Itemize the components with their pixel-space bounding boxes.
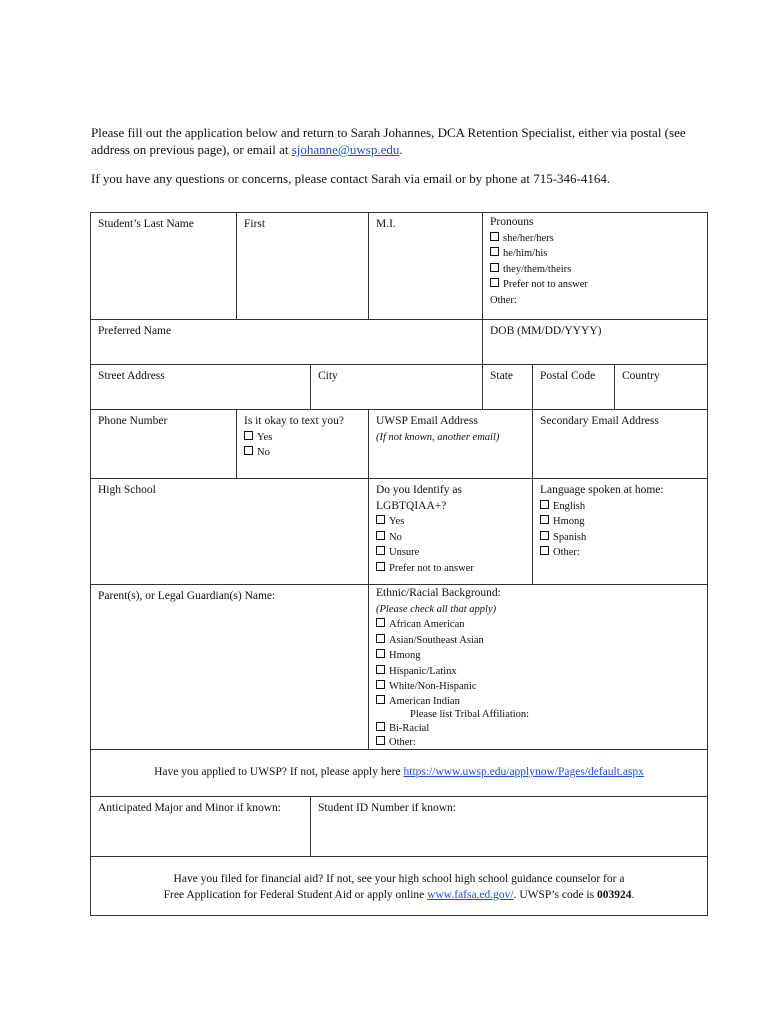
middle-initial-field[interactable] <box>368 212 483 320</box>
option-label: Yes <box>389 516 405 527</box>
student-id-field[interactable] <box>310 796 708 857</box>
lgbtq-option-prefer-not[interactable] <box>376 561 525 577</box>
dob-label: DOB (MM/DD/YYYY) <box>490 325 602 337</box>
language-option-english[interactable] <box>540 499 700 515</box>
postal-code-field[interactable] <box>532 364 615 410</box>
pronoun-other-label[interactable]: Other: <box>490 294 517 306</box>
ethnic-option-asian[interactable] <box>376 633 700 649</box>
option-label: Spanish <box>553 531 587 543</box>
option-label: Hmong <box>553 516 585 527</box>
option-label: Hmong <box>389 650 421 661</box>
guardian-name-label: Parent(s), or Legal Guardian(s) Name: <box>98 590 276 602</box>
intro-period: . <box>399 142 403 157</box>
ethnic-option-hispanic[interactable] <box>376 664 700 680</box>
last-name-label: Student’s Last Name <box>98 218 194 230</box>
checkbox-icon[interactable] <box>376 649 385 658</box>
checkbox-icon[interactable] <box>490 232 499 241</box>
option-label: Hispanic/Latinx <box>389 665 457 677</box>
language-option-spanish[interactable] <box>540 530 700 546</box>
language-option-other[interactable] <box>540 545 700 561</box>
lgbtq-label: Do you Identify as LGBTQIAA+? <box>376 484 462 512</box>
pronoun-option-they[interactable] <box>490 262 700 278</box>
option-label: White/Non-Hispanic <box>389 681 477 692</box>
ethnic-label: Ethnic/Racial Background: <box>376 587 501 599</box>
high-school-label: High School <box>98 484 156 496</box>
checkbox-icon[interactable] <box>376 722 385 731</box>
checkbox-icon[interactable] <box>376 695 385 704</box>
preferred-name-label: Preferred Name <box>98 325 172 337</box>
uwsp-email-field[interactable] <box>368 409 533 479</box>
checkbox-icon[interactable] <box>540 500 549 509</box>
city-field[interactable] <box>310 364 483 410</box>
city-label: City <box>318 370 338 382</box>
fafsa-line1: Have you filed for financial aid? If not, see your high school high school guidance counselor for a <box>173 873 625 885</box>
major-minor-label: Anticipated Major and Minor if known: <box>98 802 282 814</box>
text-ok-option-no[interactable] <box>244 445 361 461</box>
option-label: he/him/his <box>503 248 548 259</box>
postal-code-label: Postal Code <box>540 370 596 382</box>
option-label: Prefer not to answer <box>389 562 474 574</box>
option-label: Other: <box>389 737 416 748</box>
option-label: Prefer not to answer <box>503 279 588 290</box>
checkbox-icon[interactable] <box>540 515 549 524</box>
phone-number-label: Phone Number <box>98 415 168 427</box>
checkbox-icon[interactable] <box>376 736 385 745</box>
ethnic-option-african-american[interactable] <box>376 617 700 633</box>
fafsa-line2 <box>98 888 700 904</box>
ethnic-option-other[interactable] <box>376 736 700 749</box>
state-label: State <box>490 370 513 382</box>
first-name-label: First <box>244 218 266 230</box>
lgbtq-option-no[interactable] <box>376 530 525 546</box>
ethnic-option-hmong[interactable] <box>376 648 700 664</box>
checkbox-icon[interactable] <box>244 446 253 455</box>
ethnic-option-american-indian[interactable] <box>376 695 700 708</box>
student-id-label: Student ID Number if known: <box>318 802 456 814</box>
option-label: Yes <box>257 431 273 443</box>
option-label: English <box>553 500 586 512</box>
text-ok-field <box>236 409 369 479</box>
country-field[interactable] <box>614 364 708 410</box>
checkbox-icon[interactable] <box>490 247 499 256</box>
checkbox-icon[interactable] <box>376 634 385 643</box>
lgbtq-field <box>368 478 533 585</box>
phone-number-field[interactable] <box>90 409 237 479</box>
fafsa-row <box>90 856 708 916</box>
country-label: Country <box>622 370 660 382</box>
option-label: Other: <box>553 547 580 558</box>
lgbtq-option-yes[interactable] <box>376 514 525 530</box>
intro-text: Please fill out the application below and return to Sarah Johannes, DCA Retention Specialist, either via postal (see address on previous page), or email at <box>91 125 686 157</box>
option-label: No <box>257 447 270 458</box>
language-field <box>532 478 708 585</box>
checkbox-icon[interactable] <box>490 263 499 272</box>
guardian-name-field[interactable] <box>90 584 369 750</box>
fafsa-period: . <box>631 888 635 901</box>
preferred-name-field[interactable] <box>90 319 483 365</box>
option-label: African American <box>389 619 465 630</box>
fafsa-code-text: . UWSP’s code is <box>513 888 597 901</box>
option-label: they/them/theirs <box>503 263 572 275</box>
option-label: Bi-Racial <box>389 722 430 734</box>
apply-link[interactable]: https://www.uwsp.edu/applynow/Pages/default.aspx <box>403 766 644 778</box>
ethnic-note: (Please check all that apply) <box>376 603 497 615</box>
major-minor-field[interactable] <box>90 796 311 857</box>
ethnic-background-field <box>368 584 708 750</box>
high-school-field[interactable] <box>90 478 369 585</box>
checkbox-icon[interactable] <box>490 278 499 287</box>
pronoun-option-prefer-not[interactable] <box>490 277 700 293</box>
contact-paragraph: If you have any questions or concerns, please contact Sarah via email or by phone at 715-346-4164. <box>91 171 611 186</box>
pronoun-option-he[interactable] <box>490 246 700 262</box>
lgbtq-option-unsure[interactable] <box>376 545 525 561</box>
pronouns-field <box>482 212 708 320</box>
school-code: 003924 <box>596 888 632 901</box>
checkbox-icon[interactable] <box>376 680 385 689</box>
street-address-field[interactable] <box>90 364 311 410</box>
checkbox-icon[interactable] <box>376 562 385 571</box>
checkbox-icon[interactable] <box>376 531 385 540</box>
checkbox-icon[interactable] <box>376 546 385 555</box>
applied-row <box>90 749 708 797</box>
ethnic-option-white[interactable] <box>376 679 700 695</box>
last-name-field[interactable] <box>90 212 237 320</box>
first-name-field[interactable] <box>236 212 369 320</box>
language-option-hmong[interactable] <box>540 514 700 530</box>
email-link[interactable]: sjohanne@uwsp.edu <box>291 142 400 157</box>
pronouns-label: Pronouns <box>490 216 534 228</box>
checkbox-icon[interactable] <box>540 546 549 555</box>
uwsp-email-label: UWSP Email Address <box>376 415 478 427</box>
intro-paragraph <box>91 124 691 158</box>
middle-initial-label: M.I. <box>376 218 396 230</box>
secondary-email-field[interactable] <box>532 409 708 479</box>
dob-field[interactable] <box>482 319 708 365</box>
checkbox-icon[interactable] <box>540 531 549 540</box>
checkbox-icon[interactable] <box>376 618 385 627</box>
applied-text: Have you applied to UWSP? If not, please apply here <box>154 766 404 778</box>
ethnic-option-biracial[interactable] <box>376 721 700 737</box>
fafsa-text: Free Application for Federal Student Aid or apply online <box>163 888 428 901</box>
secondary-email-label: Secondary Email Address <box>540 415 659 427</box>
checkbox-icon[interactable] <box>244 431 253 440</box>
option-label: Asian/Southeast Asian <box>389 634 484 646</box>
street-address-label: Street Address <box>98 370 165 382</box>
pronoun-option-she[interactable] <box>490 231 700 247</box>
state-field[interactable] <box>482 364 533 410</box>
option-label: American Indian <box>389 695 460 707</box>
language-label: Language spoken at home: <box>540 484 664 496</box>
fafsa-link[interactable]: www.fafsa.ed.gov/ <box>427 888 514 901</box>
option-label: No <box>389 531 402 543</box>
uwsp-email-note: (If not known, another email) <box>376 431 500 443</box>
text-ok-option-yes[interactable] <box>244 430 361 446</box>
checkbox-icon[interactable] <box>376 665 385 674</box>
text-ok-label: Is it okay to text you? <box>244 415 344 427</box>
checkbox-icon[interactable] <box>376 515 385 524</box>
option-label: Unsure <box>389 547 420 558</box>
option-label: she/her/hers <box>503 232 554 244</box>
tribal-affiliation-label[interactable]: Please list Tribal Affiliation: <box>410 708 530 720</box>
